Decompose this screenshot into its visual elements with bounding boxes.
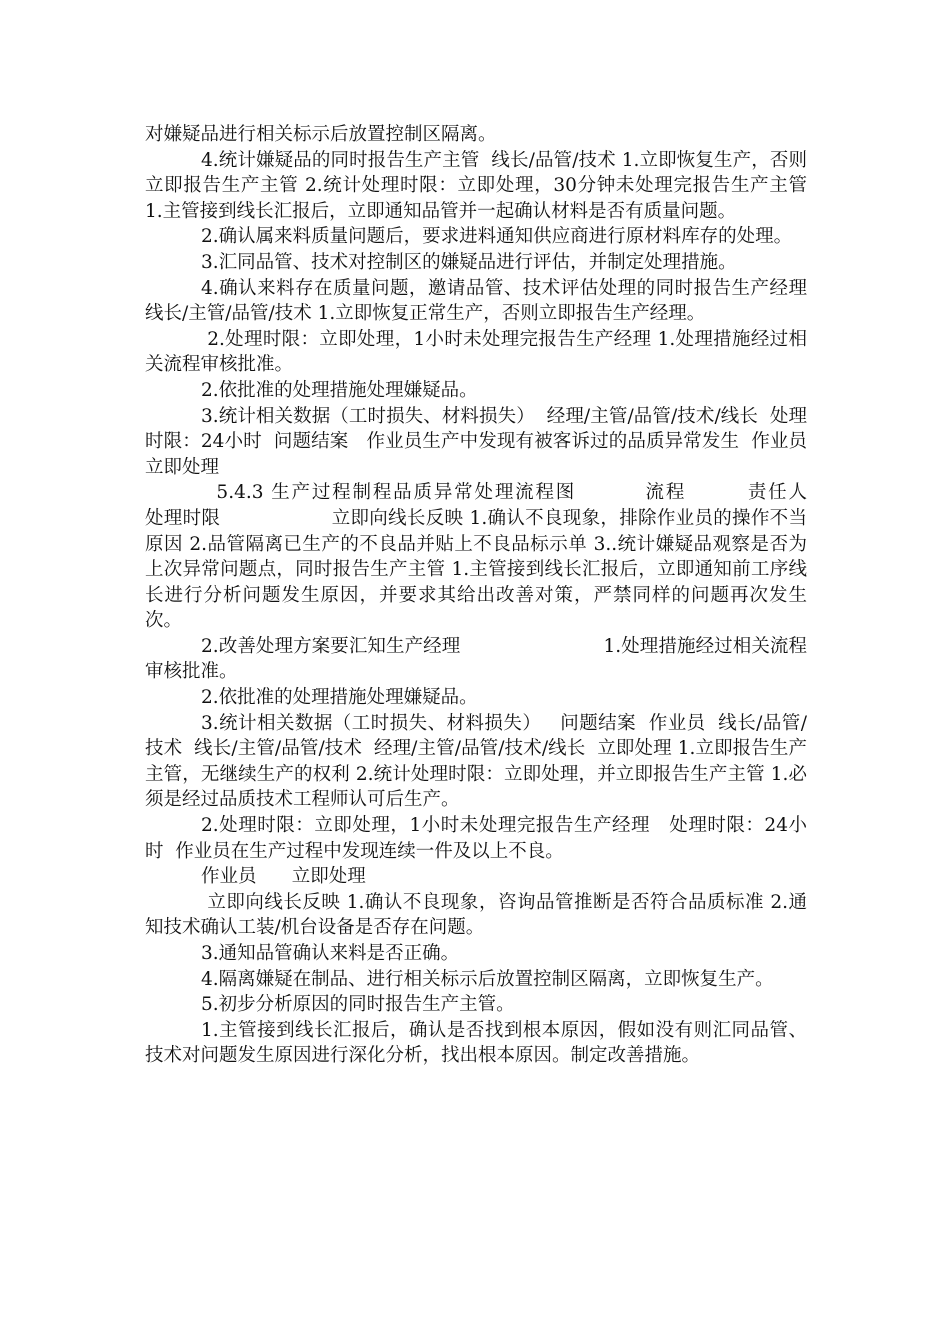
document-body bbox=[145, 122, 866, 1069]
paragraph: 1.主管接到线长汇报后，确认是否找到根本原因，假如没有则汇同品管、技术对问题发生原因进行深化分析，找出根本原因。制定改善措施。 bbox=[145, 1019, 807, 1067]
paragraph: 3.通知品管确认来料是否正确。 bbox=[201, 943, 460, 964]
paragraph: 3.汇同品管、技术对控制区的嫌疑品进行评估，并制定处理措施。 bbox=[201, 251, 737, 273]
paragraph: 2.处理时限：立即处理，1小时未处理完报告生产经理 处理时限：24小时 作业员在生产过程中发现连续一件及以上不良。 bbox=[145, 815, 807, 862]
paragraph: 2.改善处理方案要汇知生产经理 1.处理措施经过相关流程审核批准。 bbox=[145, 635, 807, 683]
paragraph: 2.依批准的处理措施处理嫌疑品。 bbox=[201, 687, 478, 709]
paragraph: 对嫌疑品进行相关标示后放置控制区隔离。 bbox=[145, 124, 497, 145]
paragraph: 2.确认属来料质量问题后，要求进料通知供应商进行原材料库存的处理。 bbox=[201, 226, 793, 248]
paragraph: 5.初步分析原因的同时报告生产主管。 bbox=[201, 994, 515, 1016]
paragraph: 立即向线长反映 1.确认不良现象，咨询品管推断是否符合品质标准 2.通知技术确认工装/机台设备是否存在问题。 bbox=[145, 891, 807, 939]
paragraph: 4.统计嫌疑品的同时报告生产主管 线长/品管/技术 1.立即恢复生产，否则立即报告生产主管 2.统计处理时限：立即处理，30分钟未处理完报告生产主管 1.主管接到线长汇报后，立即通知品管并一起确认材料是否有质量问题。 bbox=[145, 149, 813, 222]
paragraph: 2.处理时限：立即处理，1小时未处理完报告生产经理 1.处理措施经过相关流程审核批准。 bbox=[145, 328, 807, 376]
paragraph: 4.确认来料存在质量问题，邀请品管、技术评估处理的同时报告生产经理 线长/主管/品管/技术 1.立即恢复正常生产，否则立即报告生产经理。 bbox=[145, 277, 819, 325]
section-heading-paragraph: 5.4.3 生产过程制程品质异常处理流程图 流程 责任人 处理时限 立即向线长反映 1.确认不良现象，排除作业员的操作不当原因 2.品管隔离已生产的不良品并贴上不良品标示单 3..统计嫌疑品观察是否为上次异常问题点，同时报告生产主管 1.主管接到线长汇报后，立即通知前工序线长进行分析问题发生原因，并要求其给出改善对策，严禁同样的问题再次发生次。 bbox=[145, 482, 866, 632]
paragraph: 作业员 立即处理 bbox=[201, 866, 366, 888]
paragraph: 3.统计相关数据（工时损失、材料损失） 经理/主管/品管/技术/线长 处理时限：24小时 问题结案 作业员生产中发现有被客诉过的品质异常发生 作业员 立即处理 bbox=[145, 405, 843, 478]
paragraph: 2.依批准的处理措施处理嫌疑品。 bbox=[201, 379, 478, 401]
paragraph: 3.统计相关数据（工时损失、材料损失） 问题结案 作业员 线长/品管/技术 线长/主管/品管/技术 经理/主管/品管/技术/线长 立即处理 1.立即报告生产主管，无继续生产的权利 2.统计处理时限：立即处理，并立即报告生产主管 1.必须是经过品质技术工程师认可后生产。 bbox=[145, 712, 807, 811]
paragraph: 4.隔离嫌疑在制品、进行相关标示后放置控制区隔离，立即恢复生产。 bbox=[201, 968, 774, 990]
